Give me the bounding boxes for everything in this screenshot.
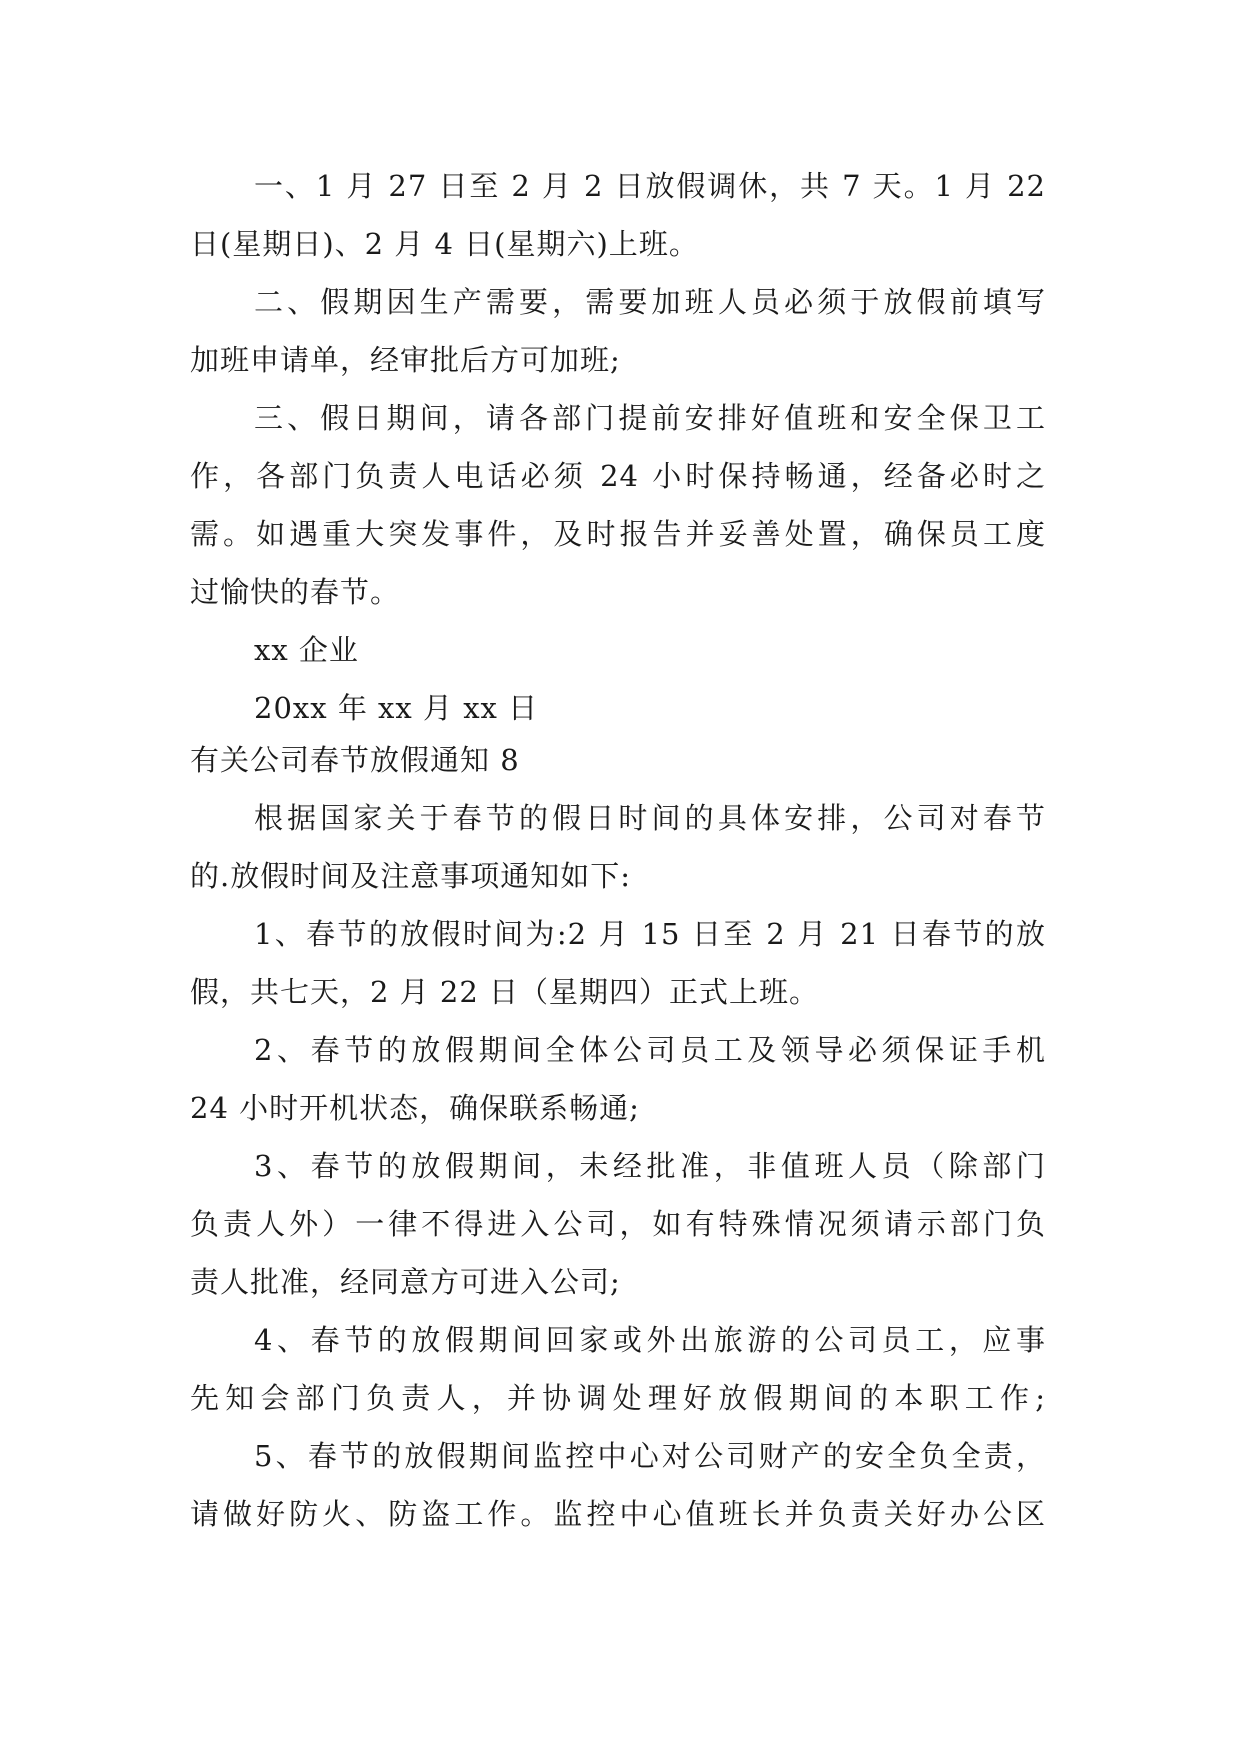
paragraph-3-line-2: 作，各部门负责人电话必须 24 小时保持畅通，经备必时之 [190,459,1046,493]
item-4-line-1: 4、春节的放假期间回家或外出旅游的公司员工，应事 [254,1323,1046,1357]
item-4-line-2: 先知会部门负责人，并协调处理好放假期间的本职工作; [190,1381,1046,1415]
item-1-line-2: 假，共七天，2 月 22 日（星期四）正式上班。 [190,975,820,1009]
paragraph-3-line-1: 三、假日期间，请各部门提前安排好值班和安全保卫工 [254,401,1046,435]
item-1-line-1: 1、春节的放假时间为:2 月 15 日至 2 月 21 日春节的放 [254,917,1046,951]
paragraph-3-line-3: 需。如遇重大突发事件，及时报告并妥善处置，确保员工度 [190,517,1046,551]
paragraph-1-line-2: 日(星期日)、2 月 4 日(星期六)上班。 [190,227,699,261]
item-2-line-2: 24 小时开机状态，确保联系畅通; [190,1091,640,1125]
item-3-line-1: 3、春节的放假期间，未经批准，非值班人员（除部门 [254,1149,1046,1183]
paragraph-2-line-1: 二、假期因生产需要，需要加班人员必须于放假前填写 [254,285,1046,319]
item-3-line-3: 责人批准，经同意方可进入公司; [190,1265,621,1299]
paragraph-2-line-2: 加班申请单，经审批后方可加班; [190,343,621,377]
signature-company: xx 企业 [254,633,359,667]
section-title: 有关公司春节放假通知 8 [190,743,520,777]
item-2-line-1: 2、春节的放假期间全体公司员工及领导必须保证手机 [254,1033,1046,1067]
intro-line-1: 根据国家关于春节的假日时间的具体安排，公司对春节 [254,801,1046,835]
signature-date: 20xx 年 xx 月 xx 日 [254,691,539,725]
paragraph-3-line-4: 过愉快的春节。 [190,575,401,609]
paragraph-1-line-1: 一、1 月 27 日至 2 月 2 日放假调休，共 7 天。1 月 22 [254,169,1046,203]
item-3-line-2: 负责人外）一律不得进入公司，如有特殊情况须请示部门负 [190,1207,1046,1241]
item-5-line-2: 请做好防火、防盗工作。监控中心值班长并负责关好办公区 [190,1497,1046,1531]
item-5-line-1: 5、春节的放假期间监控中心对公司财产的安全负全责， [254,1439,1046,1473]
intro-line-2: 的.放假时间及注意事项通知如下: [190,859,631,893]
